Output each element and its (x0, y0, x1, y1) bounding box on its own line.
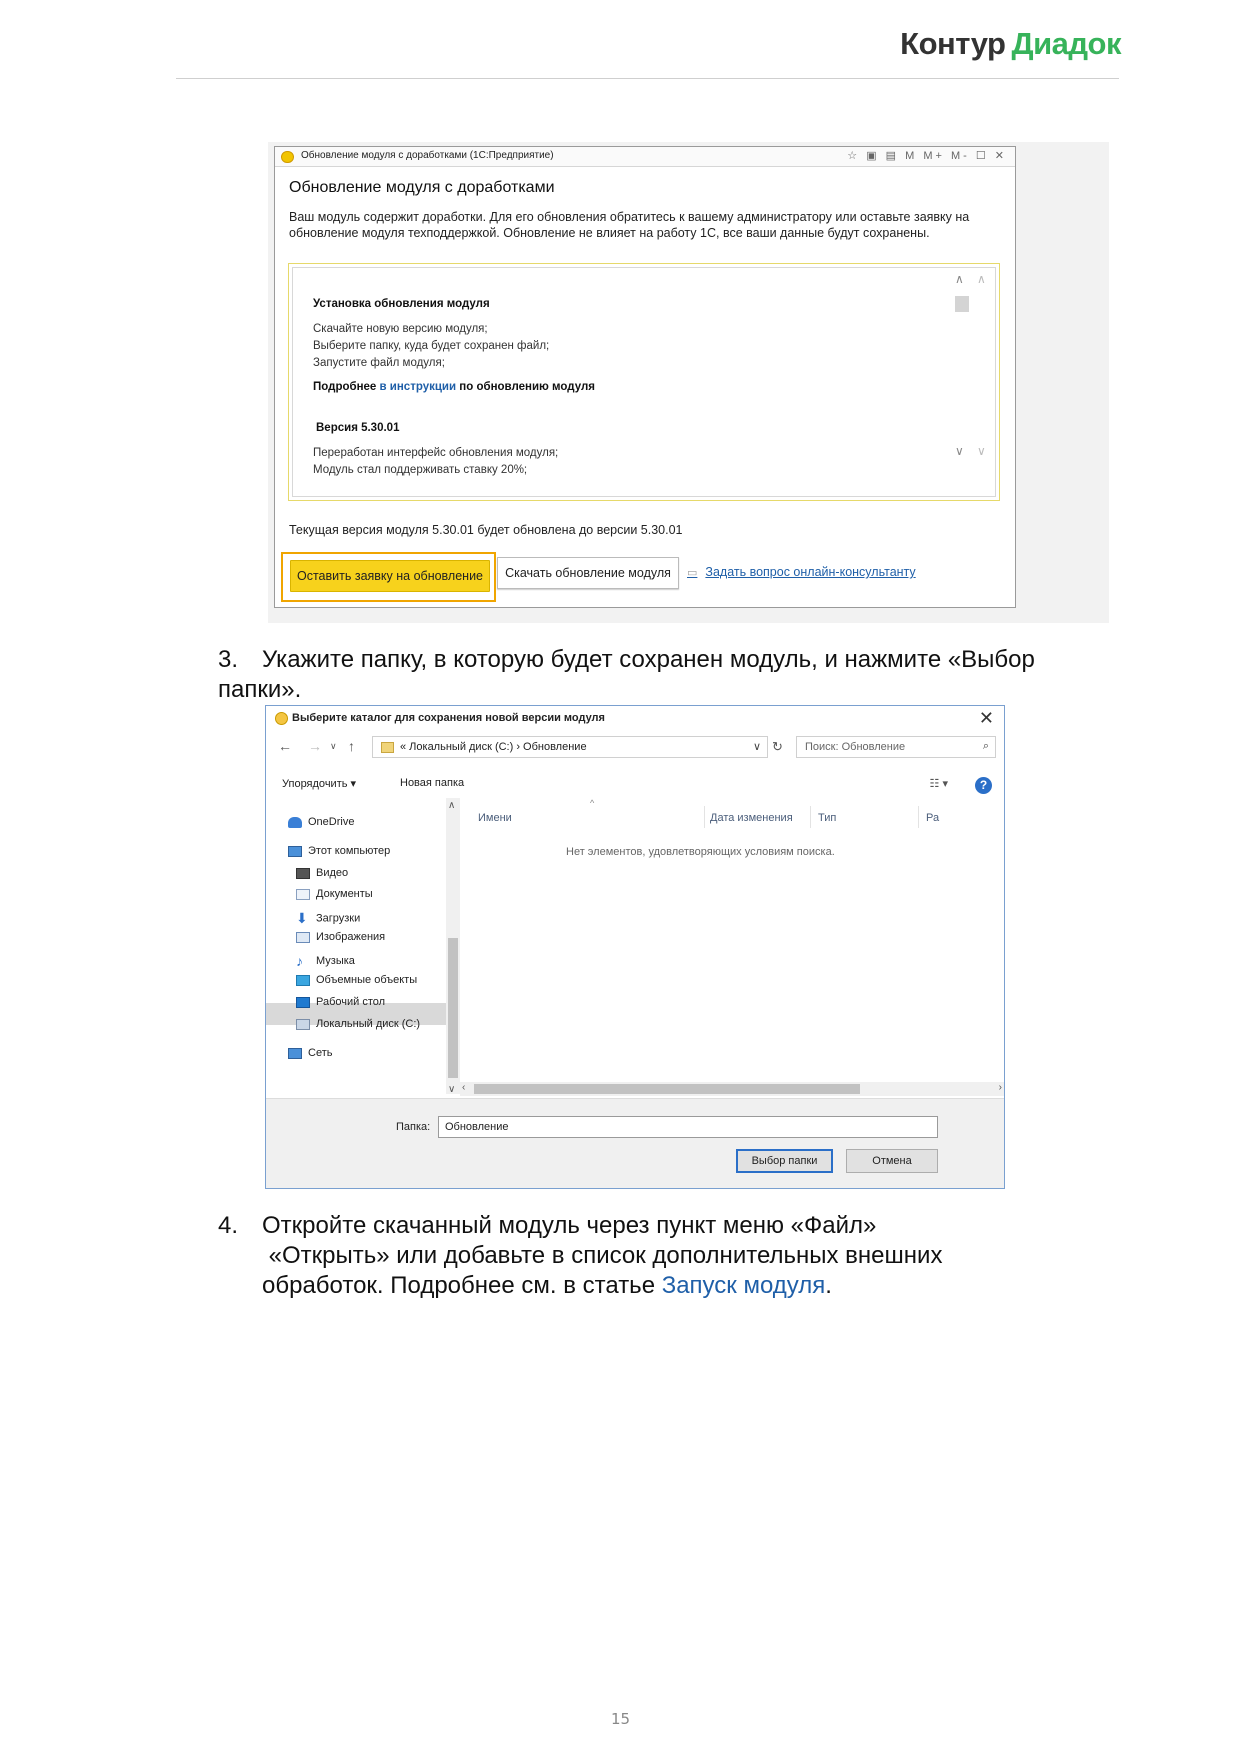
current-version-text: Текущая версия модуля 5.30.01 будет обновлена до версии 5.30.01 (289, 523, 683, 537)
file-list-hscrollbar[interactable] (460, 1082, 1004, 1096)
update-dialog-title: Обновление модуля с доработками (1С:Предприятие) (301, 150, 554, 161)
change-item-1: Переработан интерфейс обновления модуля; (313, 447, 559, 459)
nav-scrollbar[interactable] (446, 798, 460, 1094)
back-arrow-icon[interactable]: ← (278, 738, 292, 754)
nav-label: Этот компьютер (308, 845, 391, 857)
nav-label: Сеть (308, 1047, 333, 1059)
desktop-icon (296, 997, 310, 1008)
drive-icon (296, 1019, 310, 1030)
nav-item-local-disk[interactable] (296, 1018, 420, 1030)
step-4-line-3-end: . (825, 1272, 832, 1299)
chevron-left-icon[interactable]: ‹ (462, 1082, 466, 1093)
address-bar[interactable] (372, 736, 768, 758)
version-title: Версия 5.30.01 (316, 422, 400, 434)
column-date[interactable]: Дата изменения (710, 812, 793, 824)
nav-label: OneDrive (308, 816, 355, 828)
request-update-button[interactable]: Оставить заявку на обновление (290, 560, 490, 592)
network-icon (288, 1048, 302, 1059)
image-icon (296, 932, 310, 943)
1c-app-icon (281, 151, 294, 163)
brand-logo-kontur: Контур (900, 26, 1006, 61)
column-name[interactable]: Имени (478, 812, 512, 824)
chevron-up-icon[interactable]: ∧ (955, 272, 964, 286)
update-dialog-heading: Обновление модуля с доработками (289, 179, 555, 196)
brand-logo (900, 26, 1121, 62)
folder-picker-window (265, 705, 1005, 1189)
nav-label: Документы (316, 888, 373, 900)
nav-label: Видео (316, 867, 349, 879)
new-folder-button[interactable]: Новая папка (400, 777, 465, 789)
nav-label: Изображения (316, 931, 386, 943)
instruction-link[interactable]: в инструкции (379, 381, 457, 393)
step-3 (218, 645, 1118, 705)
nav-item-network[interactable] (288, 1047, 332, 1059)
install-step-1: Скачайте новую версию модуля; (313, 323, 488, 335)
column-separator (918, 806, 919, 828)
install-title: Установка обновления модуля (313, 298, 490, 310)
step-3-text: Укажите папку, в которую будет сохранен модуль, и нажмите «Выбор папки». (218, 646, 1035, 703)
step-3-number: 3. (218, 646, 239, 673)
cube-icon (296, 975, 310, 986)
empty-message: Нет элементов, удовлетворяющих условиям поиска. (566, 846, 835, 858)
nav-item-images[interactable] (296, 931, 385, 943)
update-dialog-titlebar (275, 147, 1015, 167)
step-4-line-1: Откройте скачанный модуль через пункт меню «Файл» (262, 1212, 877, 1239)
chevron-down-icon[interactable]: ∨ (448, 1084, 456, 1095)
search-icon: ⌕ (982, 740, 989, 752)
video-icon (296, 868, 310, 879)
close-icon[interactable]: ✕ (978, 708, 994, 728)
scrollbar-thumb[interactable] (448, 938, 458, 1078)
navigation-pane (266, 798, 446, 1094)
document-icon (296, 889, 310, 900)
up-arrow-icon[interactable]: ↑ (348, 738, 355, 754)
cloud-icon (288, 817, 302, 828)
navigation-bar (266, 730, 1004, 764)
cancel-button[interactable]: Отмена (846, 1149, 938, 1173)
column-type[interactable]: Тип (818, 812, 837, 824)
chevron-right-icon[interactable]: › (998, 1082, 1002, 1093)
nav-label: Загрузки (316, 912, 361, 925)
update-info-content[interactable] (292, 267, 996, 497)
step-4-line-2: «Открыть» или добавьте в список дополнительных внешних (262, 1242, 943, 1269)
page-number: 15 (610, 1710, 631, 1728)
folder-picker-title: Выберите каталог для сохранения новой версии модуля (292, 712, 605, 724)
chevron-down-icon[interactable]: ∨ (955, 444, 964, 458)
download-update-button[interactable]: Скачать обновление модуля (497, 557, 679, 589)
step-4-number: 4. (218, 1212, 239, 1239)
step-4-line-3: обработок. Подробнее см. в статье (262, 1272, 662, 1299)
change-item-2: Модуль стал поддерживать ставку 20%; (313, 464, 528, 476)
nav-item-this-pc[interactable] (288, 845, 390, 857)
nav-item-3d-objects[interactable] (296, 974, 417, 986)
chevron-up-icon[interactable]: ∧ (448, 800, 456, 811)
scrollbar-thumb[interactable] (955, 296, 969, 312)
folder-picker-footer (266, 1098, 1004, 1189)
update-dialog-window (274, 146, 1016, 608)
chevron-down-icon[interactable]: ∨ (977, 444, 986, 458)
sort-up-icon: ^ (590, 798, 595, 808)
address-path: « Локальный диск (C:) › Обновление (400, 741, 587, 753)
more-info-suffix: по обновлению модуля (456, 381, 595, 393)
folder-input[interactable]: Обновление (438, 1116, 938, 1138)
computer-icon (288, 846, 302, 857)
search-placeholder: Поиск: Обновление (805, 741, 906, 753)
update-dialog-description: Ваш модуль содержит доработки. Для его обновления обратитесь к вашему администратору или оставьте заявку на обновление модуля техподдержкой. Обновление не влияет на работу 1С, все ваши данные будут сохранены. (289, 210, 970, 240)
column-separator (810, 806, 811, 828)
app-icon (275, 712, 288, 725)
nav-item-onedrive[interactable] (288, 816, 354, 828)
nav-item-documents[interactable] (296, 888, 373, 900)
nav-label: Музыка (316, 954, 355, 967)
chat-icon: ▭ (687, 567, 698, 579)
nav-item-music[interactable] (296, 953, 355, 969)
folder-label: Папка: (396, 1121, 431, 1133)
search-input[interactable] (796, 736, 996, 758)
install-step-3: Запустите файл модуля; (313, 357, 445, 369)
step-4 (218, 1211, 1118, 1301)
ask-consultant-link[interactable] (687, 565, 916, 579)
chevron-down-icon[interactable]: ∨ (752, 741, 761, 753)
install-step-2: Выберите папку, куда будет сохранен файл; (313, 340, 550, 352)
forward-arrow-icon[interactable]: → (308, 738, 322, 754)
nav-item-desktop[interactable] (296, 996, 385, 1008)
nav-label: Объемные объекты (316, 974, 418, 986)
command-bar (266, 768, 1004, 798)
file-list-pane (460, 798, 1004, 1082)
nav-label: Рабочий стол (316, 996, 386, 1008)
organize-button[interactable]: Упорядочить ▾ (282, 778, 357, 790)
column-size[interactable]: Ра (926, 812, 940, 824)
more-info-prefix: Подробнее (313, 381, 380, 393)
header-divider (176, 78, 1119, 79)
select-folder-button[interactable]: Выбор папки (736, 1149, 833, 1173)
chevron-up-icon[interactable]: ∧ (977, 272, 986, 286)
folder-icon (381, 742, 394, 753)
folder-picker-titlebar (266, 706, 1004, 730)
refresh-icon[interactable]: ↻ (772, 739, 783, 754)
panel-scrollbar[interactable] (951, 268, 995, 496)
column-separator (704, 806, 705, 828)
nav-label: Локальный диск (C:) (316, 1018, 421, 1030)
module-launch-link[interactable]: Запуск модуля (661, 1272, 826, 1299)
more-info-line (313, 379, 595, 396)
download-icon: ⬇ (296, 910, 308, 926)
view-options-icon[interactable]: ☷ ▾ (929, 778, 948, 790)
nav-item-downloads[interactable] (296, 910, 360, 927)
window-controls[interactable]: ☆ ▣ ▤ M M+ M- ☐ ✕ (847, 150, 1007, 162)
help-icon[interactable]: ? (975, 777, 992, 794)
update-info-panel (288, 263, 1000, 501)
scrollbar-thumb[interactable] (474, 1084, 860, 1094)
nav-item-video[interactable] (296, 867, 348, 879)
brand-logo-diadok: Диадок (1011, 26, 1121, 61)
chevron-down-icon[interactable]: ∨ (330, 741, 337, 751)
ask-consultant-label[interactable]: Задать вопрос онлайн-консультанту (705, 565, 916, 579)
music-icon: ♪ (296, 953, 303, 969)
